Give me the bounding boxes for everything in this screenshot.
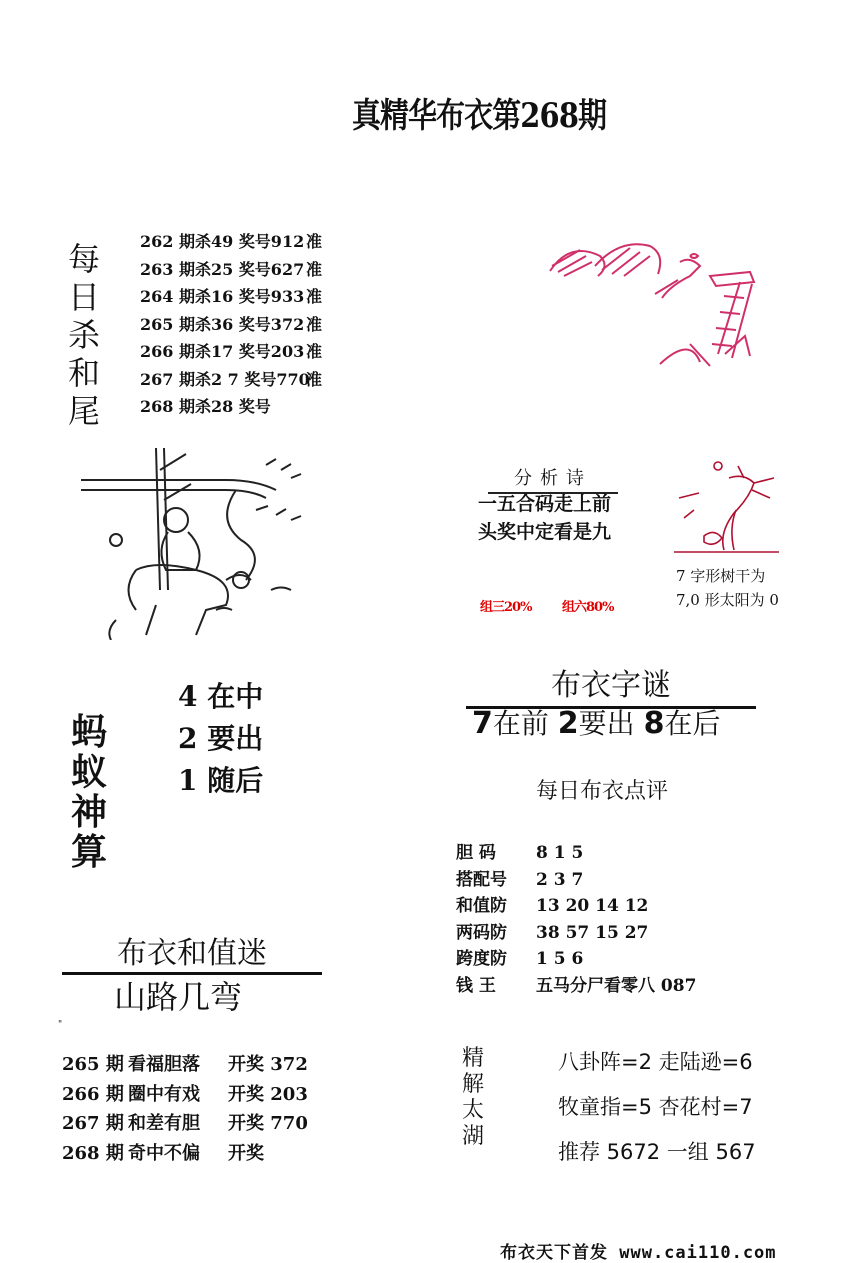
sum-riddle-title: 布衣和值迷 xyxy=(62,928,322,975)
list-item: 266 期 圈中有戏 开奖 203 xyxy=(62,1083,308,1105)
analysis-poem-lines: 一五合码走上前 头奖中定看是九 xyxy=(478,493,612,543)
list-item: 两码防 38 57 15 27 xyxy=(456,922,649,943)
daily-review-title: 每日布衣点评 xyxy=(536,779,669,804)
mountain-ladder-sketch xyxy=(540,236,770,376)
word-riddle-title: 布衣字谜 xyxy=(466,660,756,709)
list-item: 搭配号 2 3 7 xyxy=(456,869,584,890)
list-item: 钱 王 五马分尸看零八 087 xyxy=(456,975,697,996)
sum-riddle-subtitle: 山路几弯 xyxy=(114,978,243,1016)
list-item: 264 期杀16 奖号933 准 xyxy=(140,287,323,306)
list-item: 268 期 奇中不偏 开奖 xyxy=(62,1142,264,1164)
combo-three-rate: 组三20% xyxy=(480,600,532,615)
list-item: 跨度防 1 5 6 xyxy=(456,949,584,969)
page-title: 真精华布衣第268期 xyxy=(352,96,607,136)
footer-credit: 布衣天下首发 www.cai110.com xyxy=(500,1243,777,1263)
combo-six-rate: 组六80% xyxy=(562,600,614,615)
list-item: 265 期杀36 奖号372 准 xyxy=(140,314,323,334)
ant-calc-label: 蚂 蚁 神 算 xyxy=(70,711,107,873)
lake-label: 精 解 太 湖 xyxy=(461,1046,484,1149)
daily-kill-list xyxy=(140,228,336,421)
tree-sun-sketch xyxy=(674,458,784,558)
ant-calc-lines: 4 在中 2 要出 1 随后 xyxy=(178,680,264,797)
list-item: 268 期杀28 奖号 xyxy=(140,397,271,416)
tree-note: 7 字形树干为 7,0 形太阳为 0 xyxy=(676,567,779,609)
daily-kill-label: 每 日 杀 和 尾 xyxy=(67,240,100,430)
cowherd-boy-sketch xyxy=(76,440,326,640)
daily-review-list xyxy=(456,840,696,999)
list-item: 267 期 和差有胆 开奖 770 xyxy=(62,1113,308,1134)
lake-list: 八卦阵=2 走陆逊=6 牧童指=5 杏花村=7 推荐 5672 一组 567 xyxy=(558,1050,756,1164)
list-item: 262 期杀49 奖号912 准 xyxy=(140,232,323,251)
list-item: 和值防 13 20 14 12 xyxy=(456,896,649,916)
sum-riddle-list xyxy=(62,1050,308,1168)
list-item: 263 期杀25 奖号627 准 xyxy=(140,259,323,279)
analysis-poem-title: 分析诗 xyxy=(488,464,618,494)
list-item: 265 期 看福胆落 开奖 372 xyxy=(62,1054,308,1075)
list-item: 267 期杀2 7 奖号770 准 xyxy=(140,369,323,389)
word-riddle-answer: 7在前 2要出 8在后 xyxy=(472,706,721,741)
list-item: 266 期杀17 奖号203 准 xyxy=(140,342,323,361)
list-item: 胆 码 8 1 5 xyxy=(456,843,584,863)
stray-mark: " xyxy=(58,1020,63,1030)
